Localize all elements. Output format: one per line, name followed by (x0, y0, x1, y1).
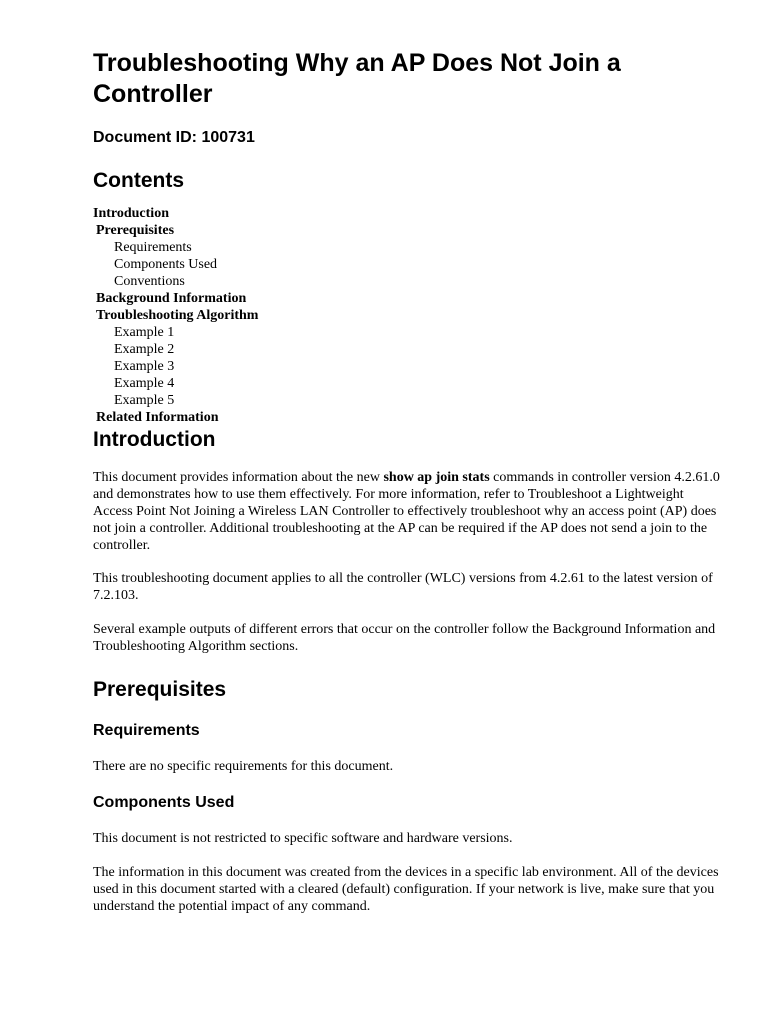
document-title: Troubleshooting Why an AP Does Not Join a Controller (93, 49, 621, 108)
toc-item[interactable]: Requirements (114, 240, 192, 255)
toc-item[interactable]: Background Information (96, 291, 247, 306)
toc-item[interactable]: Example 5 (114, 393, 175, 408)
intro-text-end: commands in controller version 4.2.61.0 and demonstrates how to use them effectively. For more information, refer to Troubleshoot a Lightweight Access Point Not Joining a Wireless LAN Controller to effectively troubleshoot why an access point (AP) does not join a controller. Additional troubleshooting at the AP can be required if the AP does not send a join to the controller. (93, 470, 720, 553)
toc-item[interactable]: Example 1 (114, 325, 175, 340)
document-id: Document ID: 100731 (93, 129, 255, 146)
introduction-paragraph-1 (93, 469, 723, 554)
toc-item[interactable]: Conventions (114, 274, 185, 289)
introduction-paragraph-3: Several example outputs of different errors that occur on the controller follow the Background Information and Troubleshooting Algorithm sections. (93, 622, 716, 654)
document-page (93, 48, 723, 915)
toc-item[interactable]: Troubleshooting Algorithm (96, 308, 259, 323)
intro-text-start: This document provides information about the new (93, 470, 384, 485)
requirements-heading: Requirements (93, 722, 200, 739)
toc-item[interactable]: Example 4 (114, 376, 175, 391)
components-used-heading: Components Used (93, 794, 235, 811)
table-of-contents (93, 205, 723, 426)
toc-item[interactable]: Prerequisites (96, 223, 175, 238)
toc-item[interactable]: Related Information (96, 410, 219, 425)
toc-item[interactable]: Components Used (114, 257, 218, 272)
toc-item[interactable]: Introduction (93, 206, 169, 221)
toc-item[interactable]: Example 2 (114, 342, 175, 357)
contents-heading: Contents (93, 169, 184, 192)
introduction-heading: Introduction (93, 428, 216, 451)
toc-item[interactable]: Example 3 (114, 359, 175, 374)
prerequisites-heading: Prerequisites (93, 678, 227, 701)
requirements-text: There are no specific requirements for this document. (93, 759, 394, 774)
introduction-paragraph-2: This troubleshooting document applies to all the controller (WLC) versions from 4.2.61 to the latest version of 7.2.103. (93, 571, 713, 603)
components-paragraph-2: The information in this document was created from the devices in a specific lab environment. All of the devices used in this document started with a cleared (default) configuration. If your network is live, make sure that you understand the potential impact of any command. (93, 865, 719, 914)
show-ap-join-stats-command: show ap join stats (383, 470, 490, 485)
components-paragraph-1: This document is not restricted to specific software and hardware versions. (93, 831, 513, 846)
